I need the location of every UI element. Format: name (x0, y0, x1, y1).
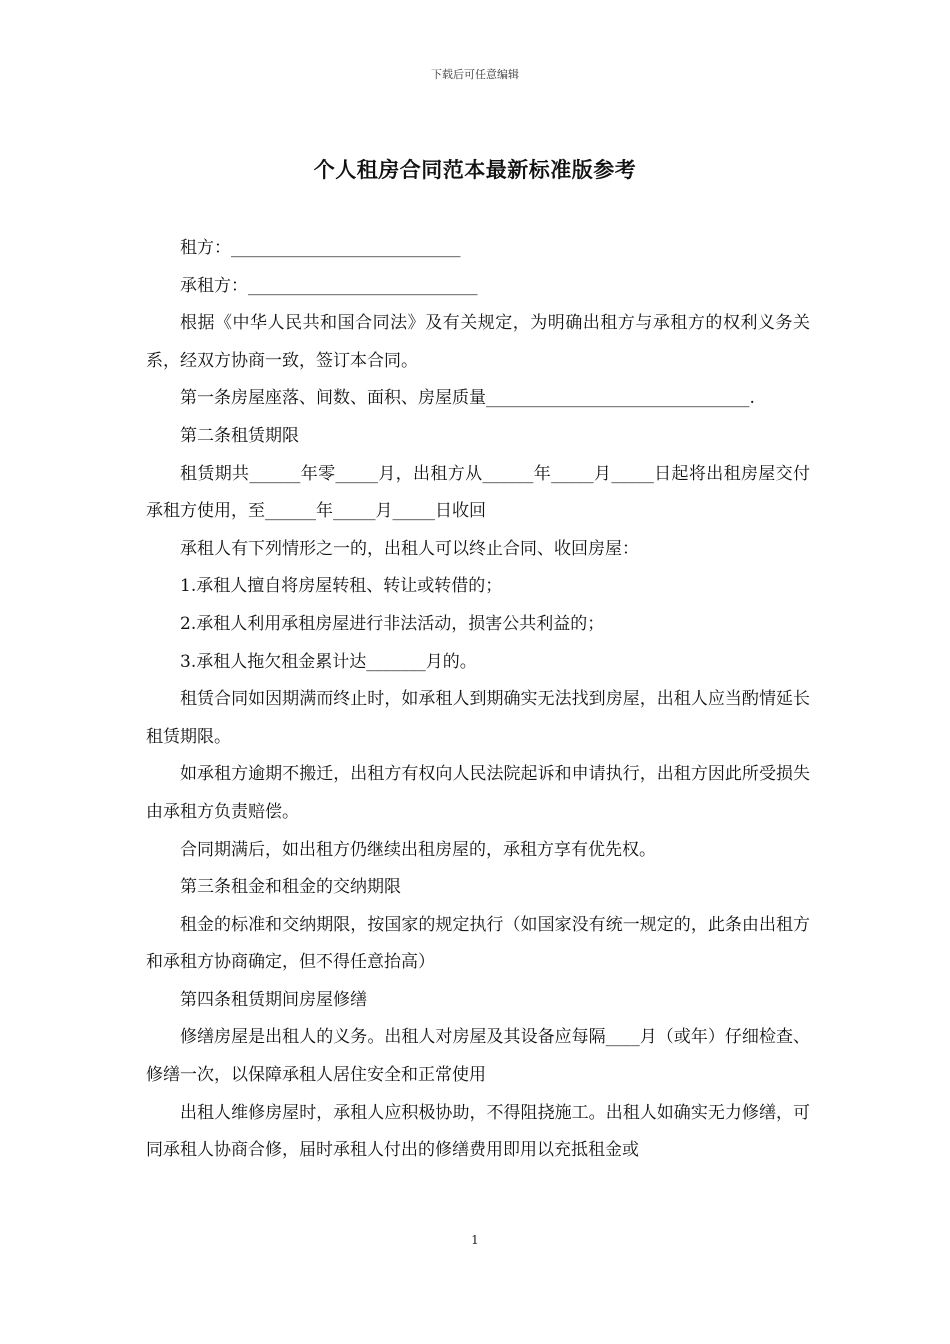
page-number: 1 (471, 1233, 479, 1247)
lessor-line: 租方：___________________________ (180, 238, 461, 258)
article-2-heading: 第二条租赁期限 (180, 425, 299, 446)
termination-item-3: 3.承租人拖欠租金累计达_______月的。 (180, 651, 477, 672)
lessee-line: 承租方：___________________________ (180, 275, 478, 296)
article-1-paragraph: 第一条房屋座落、间数、面积、房屋质量_______________________________. (180, 388, 755, 409)
article-3-heading: 第三条租金和租金的交纳期限 (180, 877, 401, 898)
header-note: 下载后可任意编辑 (431, 68, 519, 81)
overdue-paragraph: 如承租方逾期不搬迁，出租方有权向人民法院起诉和申请执行，出租方因此所受损失由承租方负责赔偿。 (146, 764, 810, 822)
termination-item-1: 1.承租人擅自将房屋转租、转让或转借的； (180, 576, 503, 597)
extension-paragraph: 租赁合同如因期满而终止时，如承租人到期确实无法找到房屋，出租人应当酌情延长租赁期限。 (146, 689, 810, 747)
rent-standard-paragraph: 租金的标准和交纳期限，按国家的规定执行（如国家没有统一规定的，此条由出租方和承租方协商确定，但不得任意抬高） (146, 914, 810, 973)
termination-intro-paragraph: 承租人有下列情形之一的，出租人可以终止合同、收回房屋： (180, 538, 639, 559)
document-title: 个人租房合同范本最新标准版参考 (313, 157, 637, 182)
repair-cooperation-paragraph: 出租人维修房屋时，承租人应积极协助，不得阻挠施工。出租人如确实无力修缮，可同承租人协商合修，届时承租人付出的修缮费用即用以充抵租金或 (146, 1102, 810, 1161)
priority-paragraph: 合同期满后，如出租方仍继续出租房屋的，承租方享有优先权。 (180, 839, 656, 860)
termination-item-2: 2.承租人利用承租房屋进行非法活动，损害公共利益的； (180, 613, 605, 634)
repair-duty-paragraph: 修缮房屋是出租人的义务。出租人对房屋及其设备应每隔____月（或年）仔细检查、修缮一次，以保障承租人居住安全和正常使用 (146, 1027, 810, 1086)
article-4-heading: 第四条租赁期间房屋修缮 (180, 989, 367, 1010)
lease-term-paragraph: 租赁期共______年零_____月，出租方从______年_____月_____日起将出租房屋交付承租方使用，至______年_____月_____日收回 (146, 463, 810, 522)
contract-body (146, 230, 810, 1170)
preamble-paragraph: 根据《中华人民共和国合同法》及有关规定，为明确出租方与承租方的权利义务关系，经双方协商一致，签订本合同。 (146, 313, 810, 371)
